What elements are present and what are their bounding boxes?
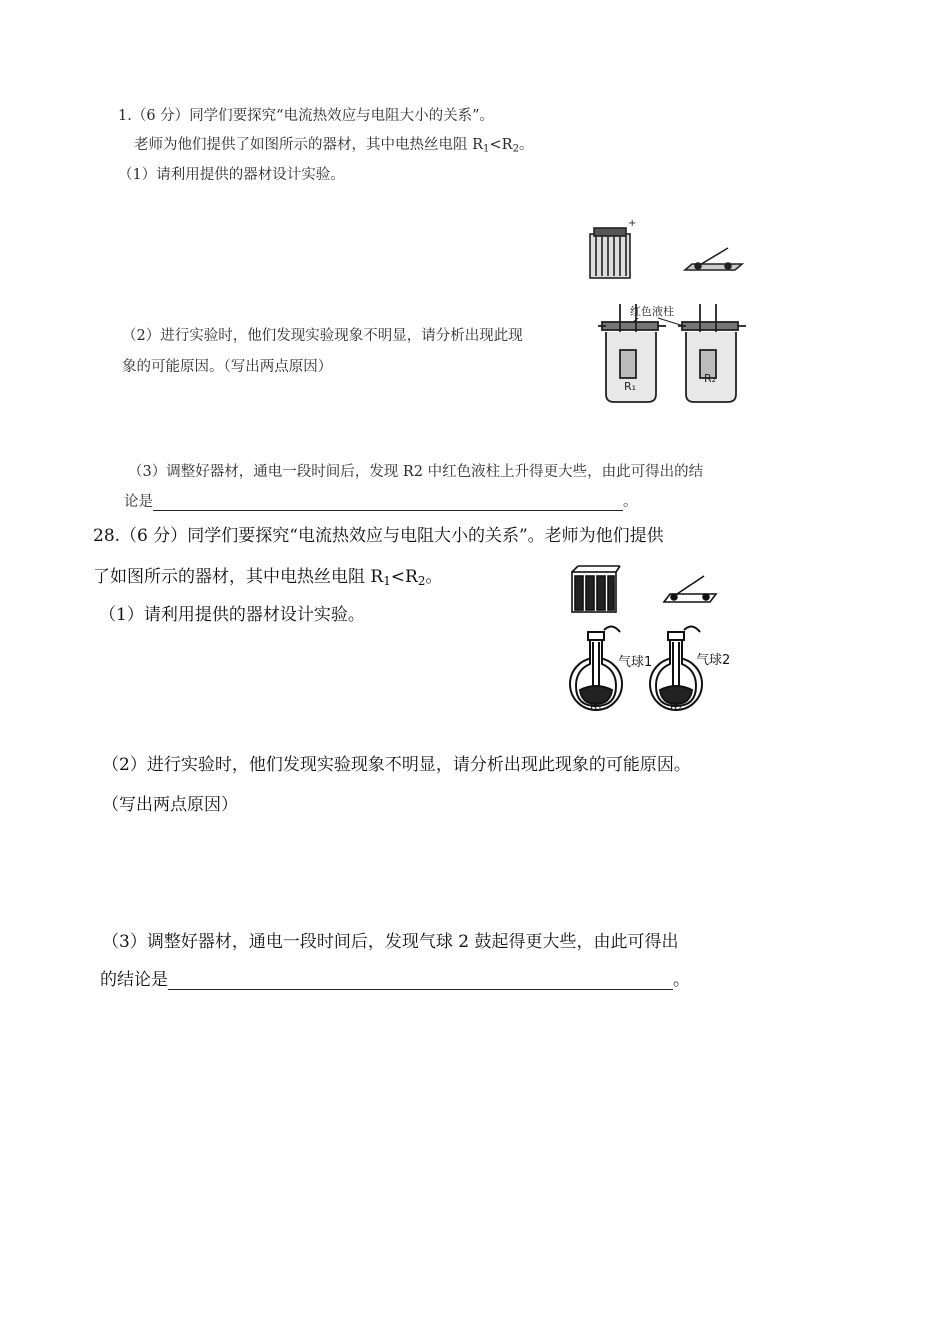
q1-part2-line1: （2）进行实验时，他们发现实验现象不明显，请分析出现此现 bbox=[122, 328, 523, 344]
q1-title bbox=[118, 104, 494, 125]
q1-intro-text: 老师为他们提供了如图所示的器材，其中电热丝电阻 R bbox=[134, 137, 484, 153]
q28-part3-line1: （3）调整好器材，通电一段时间后，发现气球 2 鼓起得更大些，由此可得出 bbox=[102, 932, 679, 952]
q1-part3-line1: （3）调整好器材，通电一段时间后，发现 R2 中红色液柱上升得更大些，由此可得出的结 bbox=[128, 464, 704, 480]
q1-intro-sub2: 2 bbox=[512, 143, 520, 155]
q1-battery-plus: + bbox=[628, 218, 637, 229]
q1-conclusion-prefix: 论是 bbox=[124, 494, 153, 510]
q28-number: 28. bbox=[93, 526, 121, 546]
q28-intro-lt: <R bbox=[390, 567, 418, 587]
q1-part1: （1）请利用提供的器材设计实验。 bbox=[118, 167, 345, 183]
q1-jar-r2-icon bbox=[678, 304, 746, 402]
q1-part2-line2: 象的可能原因。（写出两点原因） bbox=[122, 359, 333, 375]
q28-label-r2: R₂ bbox=[670, 700, 683, 713]
q28-intro-end: 。 bbox=[425, 567, 443, 587]
q28-conclusion-prefix: 的结论是 bbox=[100, 970, 168, 990]
q28-label-balloon1: 气球1 bbox=[618, 655, 653, 670]
q28-score: （6 分） bbox=[120, 526, 188, 546]
q1-label-r2: R₂ bbox=[704, 372, 717, 385]
q1-score: （6 分） bbox=[131, 108, 190, 124]
q28-flask-1-icon bbox=[570, 626, 622, 710]
q28-label-r1: R₁ bbox=[590, 700, 603, 713]
q28-intro bbox=[93, 562, 442, 588]
q28-title-text: 同学们要探究“电流热效应与电阻大小的关系”。老师为他们提供 bbox=[187, 526, 664, 546]
q28-conclusion-end: 。 bbox=[673, 970, 690, 990]
q1-figure bbox=[580, 212, 760, 412]
q1-intro-sub1: 1 bbox=[483, 143, 490, 155]
q28-battery-icon bbox=[572, 566, 620, 612]
q28-answer-blank[interactable] bbox=[168, 975, 673, 990]
q1-intro bbox=[134, 133, 534, 155]
q1-switch-icon bbox=[685, 248, 742, 270]
q28-part2-line1: （2）进行实验时，他们发现实验现象不明显，请分析出现此现象的可能原因。 bbox=[102, 755, 691, 775]
q1-label-r1: R₁ bbox=[624, 380, 637, 393]
q28-part1: （1）请利用提供的器材设计实验。 bbox=[99, 605, 365, 625]
q28-title bbox=[93, 521, 664, 546]
q28-flask-2-icon bbox=[650, 626, 702, 710]
q28-switch-icon bbox=[664, 576, 716, 602]
q28-figure bbox=[560, 560, 760, 720]
q28-intro-text: 了如图所示的器材，其中电热丝电阻 R bbox=[93, 567, 384, 587]
q1-battery-icon bbox=[590, 228, 630, 278]
q1-number: 1. bbox=[118, 108, 132, 124]
q1-answer-blank[interactable] bbox=[153, 496, 623, 511]
q28-intro-sub2: 2 bbox=[417, 573, 426, 588]
q1-label-liquid: 红色液柱 bbox=[630, 305, 674, 318]
q1-intro-lt: <R bbox=[489, 137, 513, 153]
q1-intro-end: 。 bbox=[519, 137, 534, 153]
q28-label-balloon2: 气球2 bbox=[696, 653, 731, 668]
q28-intro-sub1: 1 bbox=[383, 573, 391, 588]
q28-part2-line2: （写出两点原因） bbox=[102, 795, 238, 815]
q1-title-text: 同学们要探究“电流热效应与电阻大小的关系”。 bbox=[189, 108, 495, 124]
q1-part3-line2 bbox=[124, 490, 638, 511]
q28-part3-line2 bbox=[100, 965, 690, 990]
q1-conclusion-end: 。 bbox=[623, 494, 638, 510]
